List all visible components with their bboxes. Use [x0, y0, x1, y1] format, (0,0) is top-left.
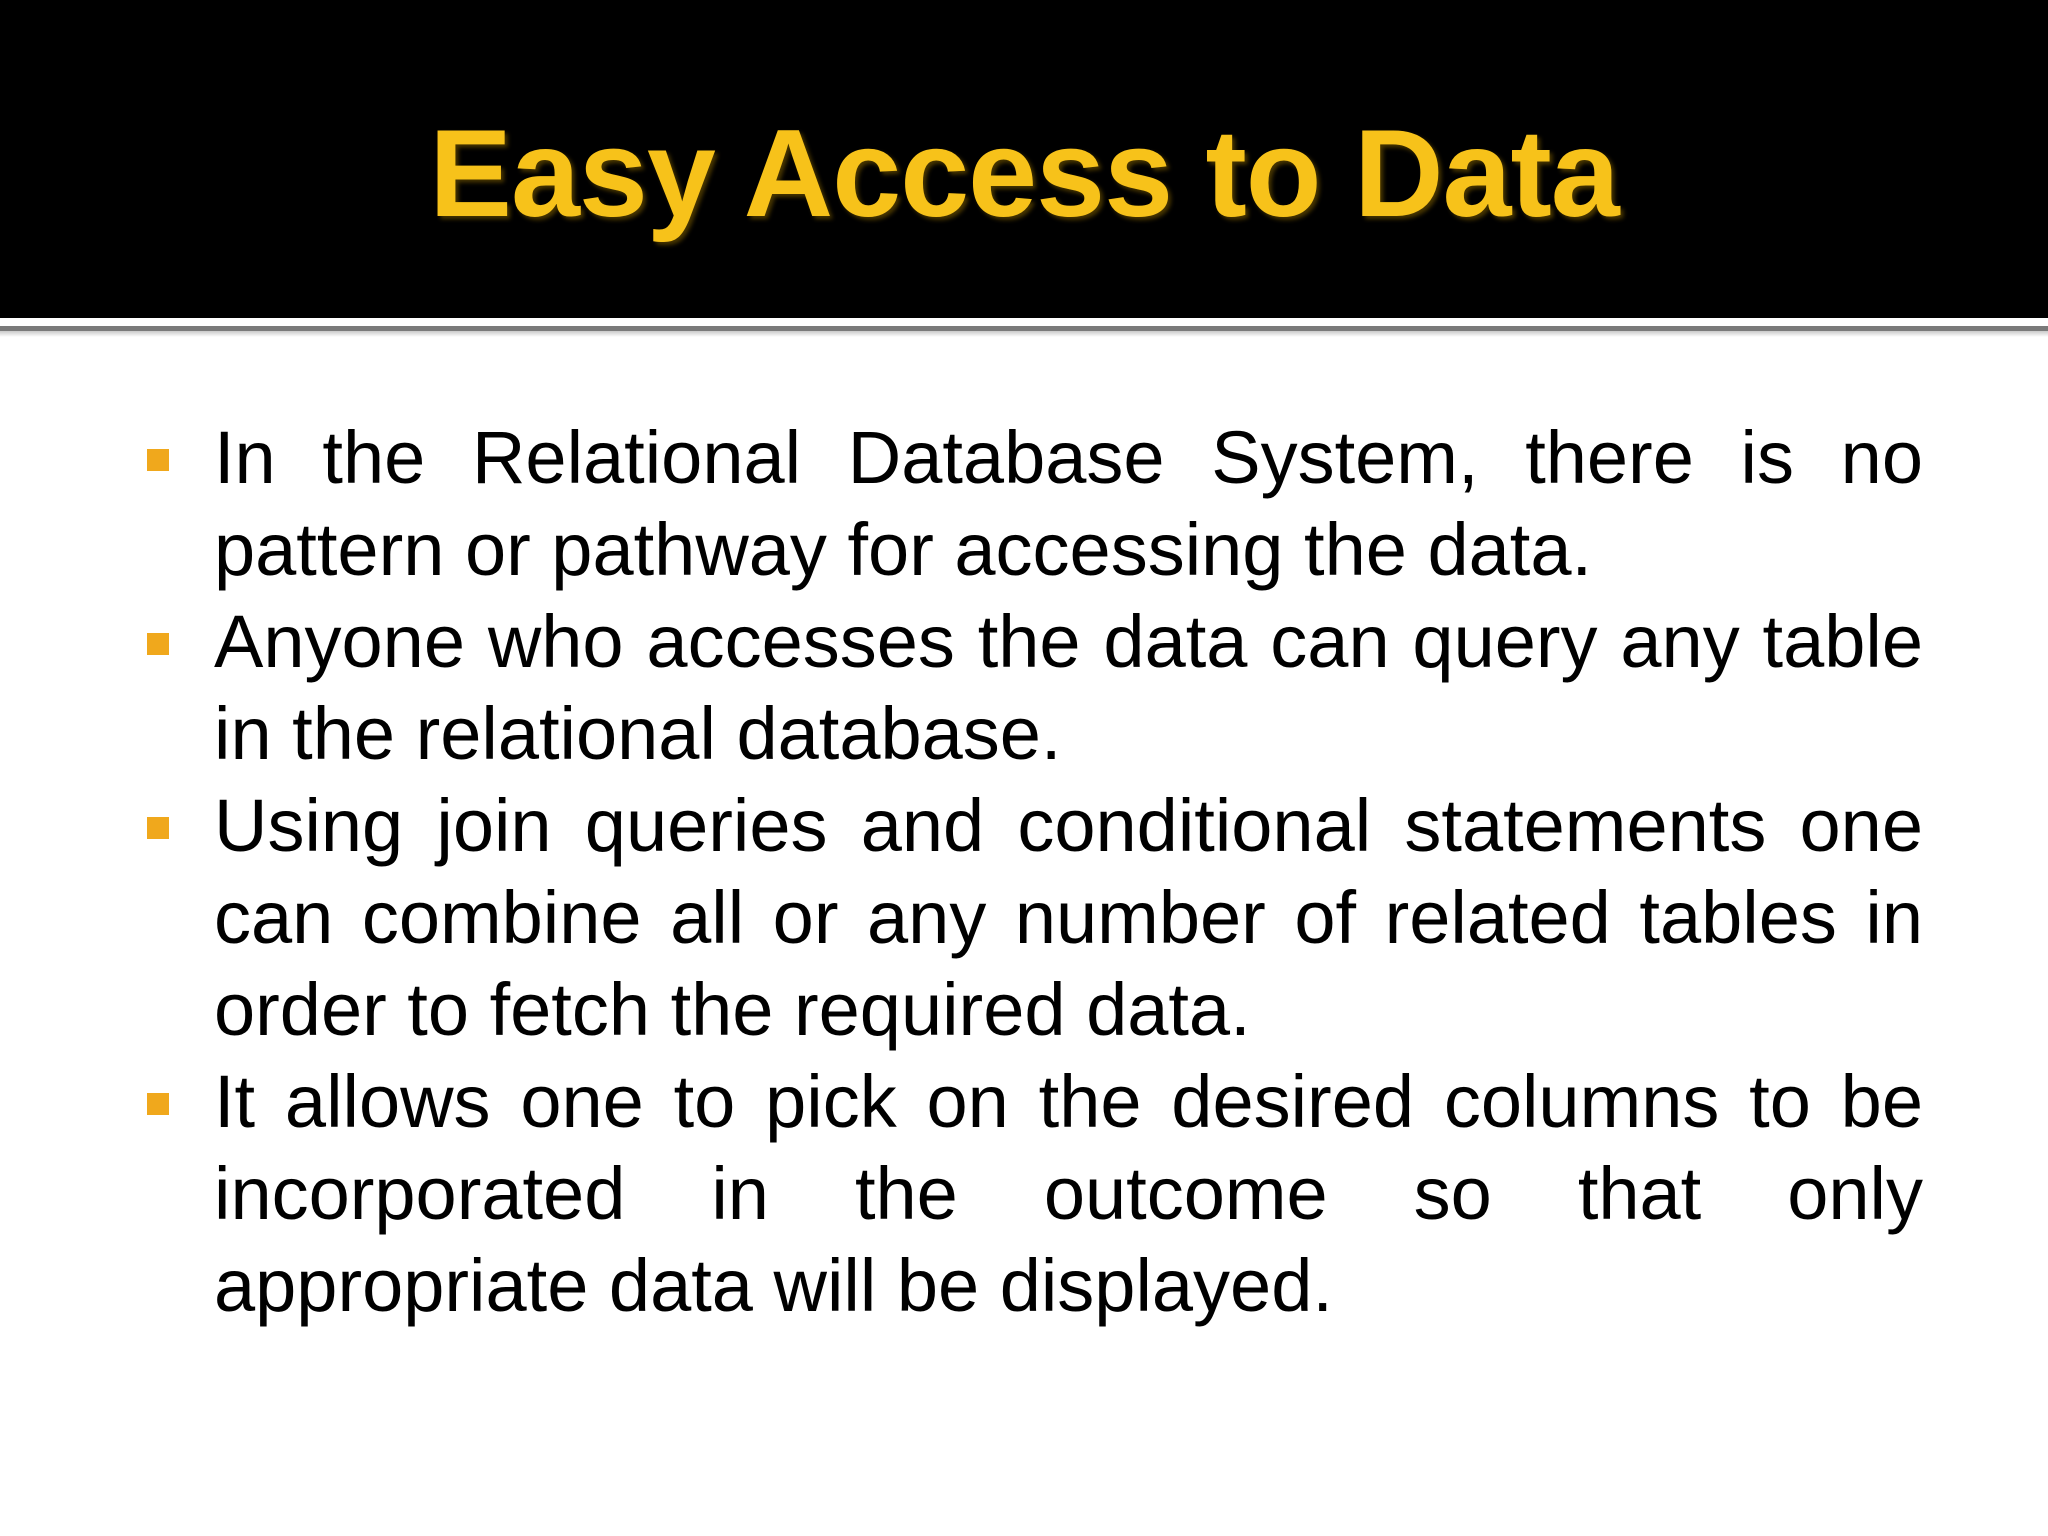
- bullet-item: [145, 412, 1923, 596]
- slide-title: Easy Access to Data: [429, 105, 1619, 243]
- bullet-text: Using join queries and conditional statements one can combine all or any number of related tables in order to fetch the required data.: [214, 784, 1923, 1051]
- bullet-item: [145, 1056, 1923, 1332]
- bullet-text: In the Relational Database System, there is no pattern or pathway for accessing the data.: [214, 416, 1923, 591]
- bullet-list: [145, 412, 1923, 1332]
- title-divider-shadow: [0, 331, 2048, 337]
- square-bullet-icon: [147, 817, 169, 839]
- bullet-item: [145, 780, 1923, 1056]
- bullet-text: It allows one to pick on the desired columns to be incorporated in the outcome so that only appropriate data will be displayed.: [214, 1060, 1923, 1327]
- square-bullet-icon: [147, 449, 169, 471]
- square-bullet-icon: [147, 1093, 169, 1115]
- title-divider-light: [0, 318, 2048, 322]
- bullet-item: [145, 596, 1923, 780]
- square-bullet-icon: [147, 633, 169, 655]
- bullet-text: Anyone who accesses the data can query any table in the relational database.: [214, 600, 1923, 775]
- title-band: [0, 0, 2048, 318]
